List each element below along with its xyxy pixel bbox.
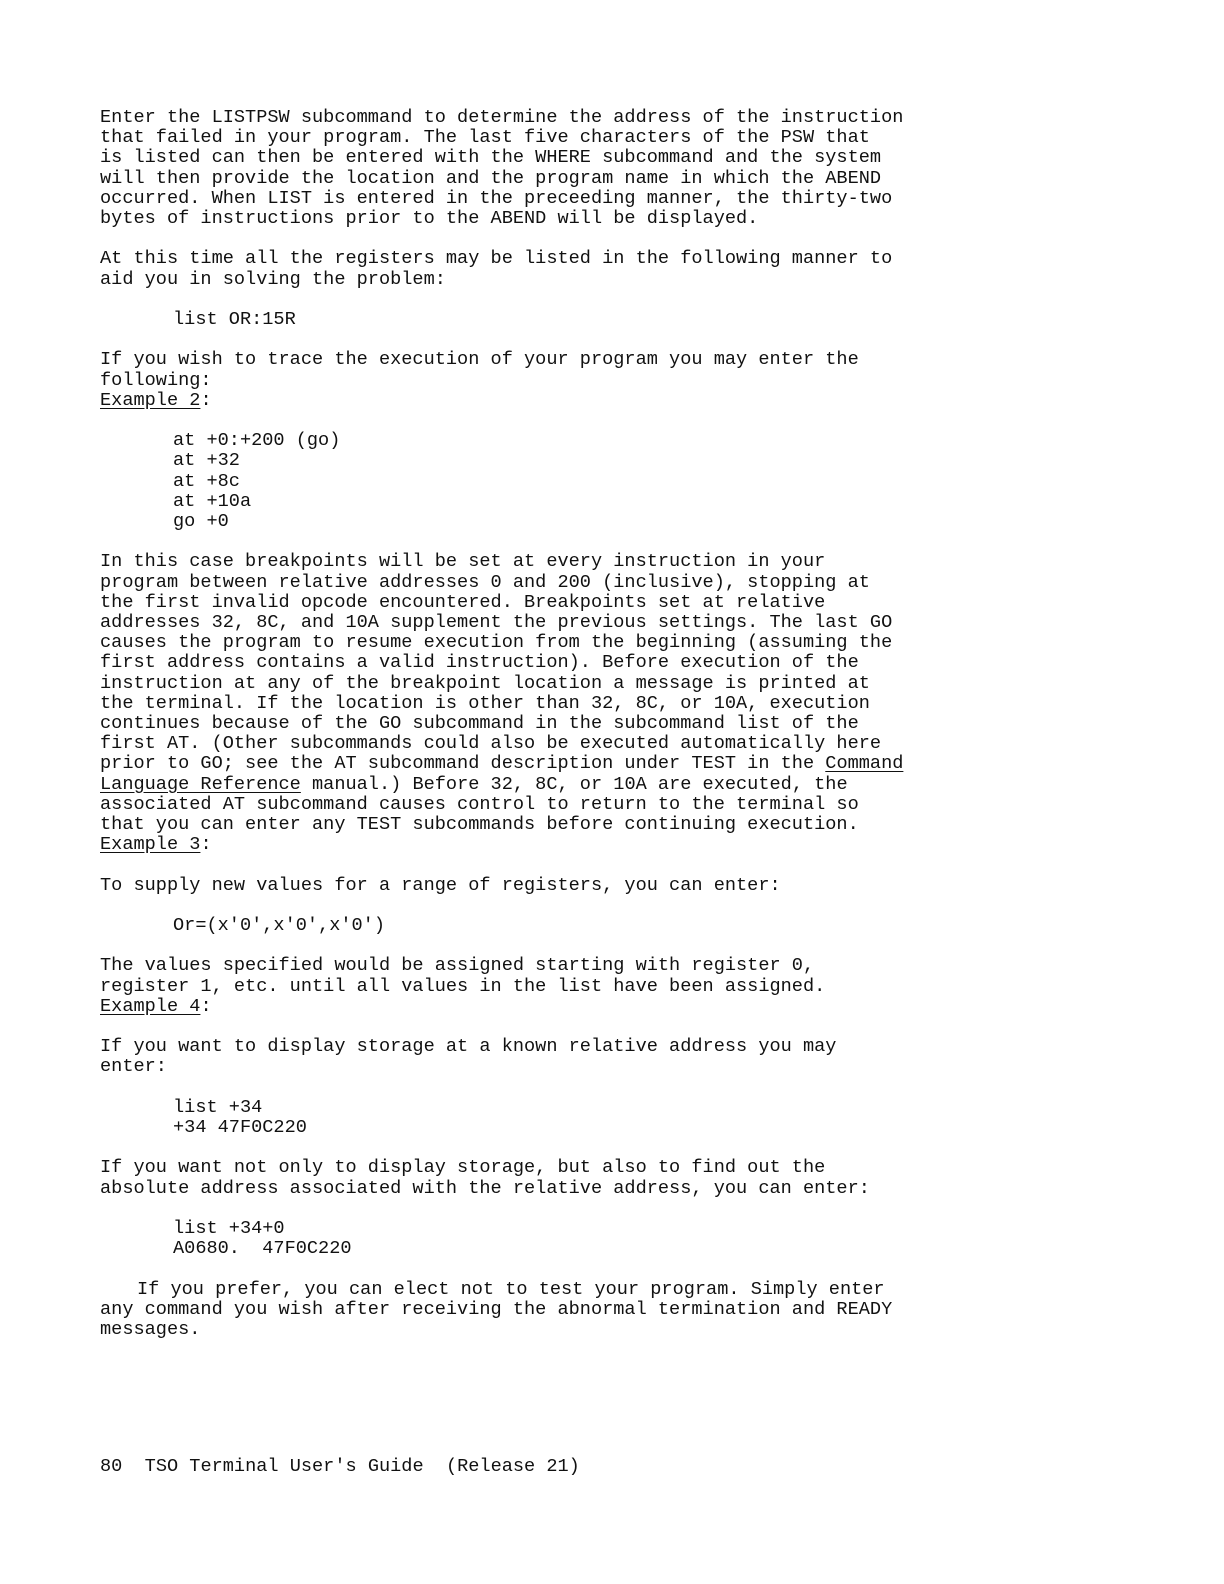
page-number: 80 (100, 1456, 123, 1477)
code-example-2: at +0:+200 (go) at +32 at +8c at +10a go +0 (173, 430, 341, 532)
paragraph-elect-not-to-test: If you prefer, you can elect not to test your program. Simply enter any command you wish after receiving the abnormal termination and READY messages. (100, 1278, 893, 1340)
page-footer (100, 1457, 580, 1477)
example-4-label: Example 4 (100, 995, 201, 1017)
paragraph-values-assigned: The values specified would be assigned starting with register 0, register 1, etc. until all values in the list have been assigned. (100, 955, 826, 997)
example-4-colon: : (200, 995, 212, 1017)
example-2-label: Example 2 (100, 389, 201, 411)
example-2-colon: : (200, 389, 212, 411)
example-3-label: Example 3 (100, 834, 201, 856)
paragraph-trace: If you wish to trace the execution of your program you may enter the following: (100, 349, 859, 391)
paragraph-listpsw: Enter the LISTPSW subcommand to determine the address of the instruction that failed in your program. The last five characters of the PSW that is listed can then be entered with the WHERE subcommand and the system will then provide the location and the program name in which the ABEND occurred. When LIST is entered in the preceeding manner, the thirty-two bytes of instructions prior to the ABEND will be displayed. (100, 107, 904, 230)
example-3-colon: : (200, 834, 212, 856)
example-4-heading (100, 997, 980, 1017)
command-language-reference-ref-a: Command (825, 753, 904, 775)
paragraph-absolute-address: If you want not only to display storage, but also to find out the absolute address associated with the relative address, you can enter: (100, 1157, 870, 1199)
paragraph-display-storage: If you want to display storage at a known relative address you may enter: (100, 1036, 837, 1078)
code-example-4b: list +34+0 A0680. 47F0C220 (173, 1217, 352, 1260)
breakpoints-text-part1: In this case breakpoints will be set at every instruction in your program between relative addresses 0 and 200 (inclusive), stopping at the first invalid opcode encountered. Breakpoints set at relative addresses 32, 8C, and 10A supplement the previous settings. The last GO causes the program to resume execution from the beginning (assuming the first address contains a valid instruction). Before execution of the instruction at any of the breakpoint location a message is printed at the terminal. If the location is other than 32, 8C, or 10A, execution continues because of the GO subcommand in the subcommand list of the first AT. (Other subcommands could also be executed automatically here prior to GO; see the AT subcommand description under TEST in the (100, 551, 893, 775)
code-example-4a: list +34 +34 47F0C220 (173, 1096, 307, 1138)
example-3-heading (100, 835, 980, 855)
paragraph-supply-values: To supply new values for a range of registers, you can enter: (100, 874, 781, 896)
footer-title: TSO Terminal User's Guide (144, 1456, 424, 1477)
example-2-heading (100, 391, 980, 411)
paragraph-breakpoints (100, 552, 980, 835)
document-page (100, 108, 980, 1340)
code-example-3: Or=(x'0',x'0',x'0') (173, 915, 386, 937)
code-list-registers: list OR:15R (173, 309, 296, 330)
paragraph-registers: At this time all the registers may be listed in the following manner to aid you in solving the problem: (100, 248, 893, 290)
breakpoints-text-part2: manual.) Before 32, 8C, or 10A are executed, the associated AT subcommand causes control to return to the terminal so that you can enter any TEST subcommands before continuing execution. (100, 773, 859, 836)
footer-release: (Release 21) (445, 1456, 580, 1477)
command-language-reference-ref-b: Language Reference (100, 773, 301, 795)
